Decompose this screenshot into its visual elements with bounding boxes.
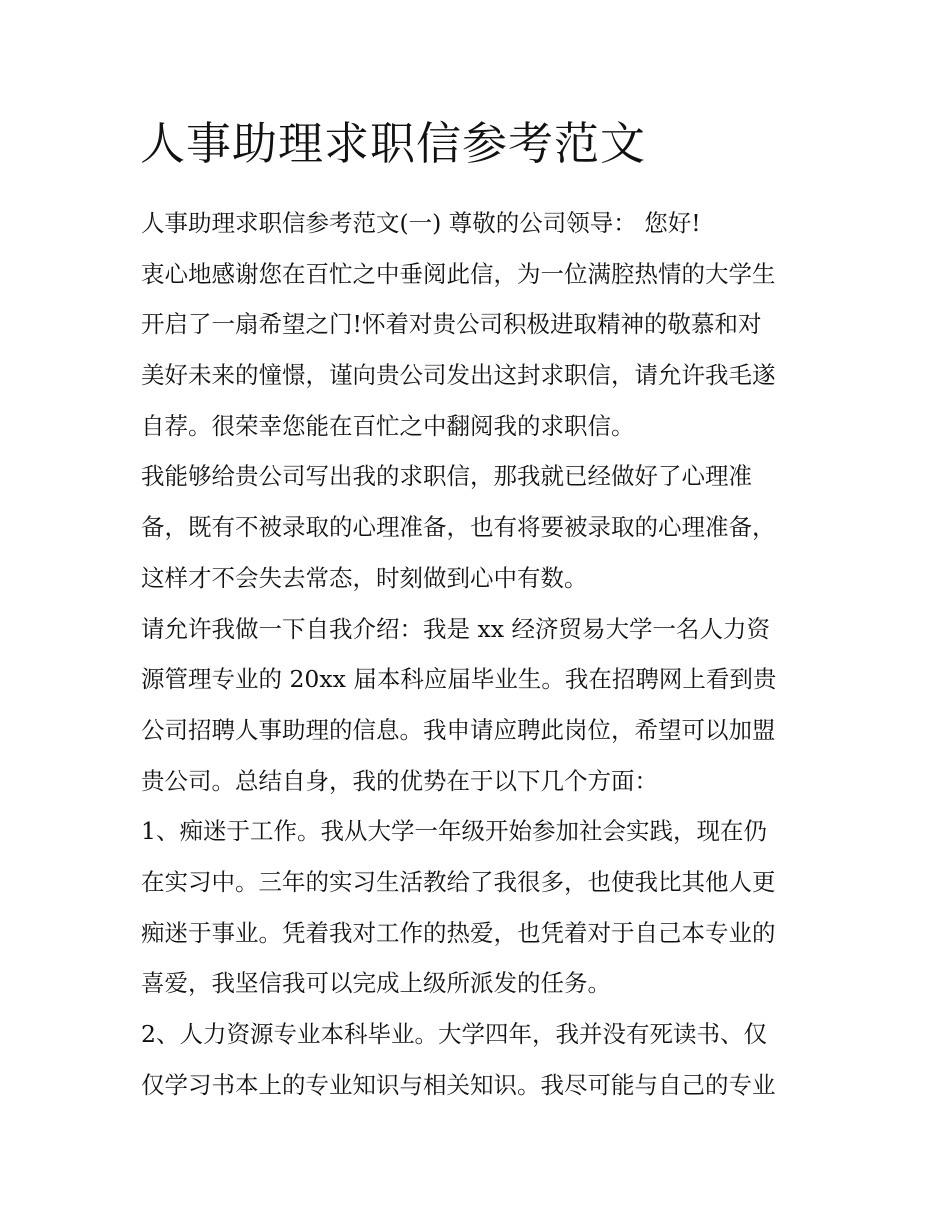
body-line: 贵公司。总结自身，我的优势在于以下几个方面： <box>141 766 658 795</box>
body-line: 1、痴迷于工作。我从大学一年级开始参加社会实践，现在仍 <box>141 817 767 846</box>
body-line: 请允许我做一下自我介绍：我是 xx 经济贸易大学一名人力资 <box>141 614 770 643</box>
body-line: 喜爱，我坚信我可以完成上级所派发的任务。 <box>141 969 611 998</box>
body-line: 备，既有不被录取的心理准备，也有将要被录取的心理准备， <box>141 513 776 542</box>
body-line: 我能够给贵公司写出我的求职信，那我就已经做好了心理准 <box>141 462 752 491</box>
body-line: 在实习中。三年的实习生活教给了我很多，也使我比其他人更 <box>141 867 776 896</box>
body-line: 自荐。很荣幸您能在百忙之中翻阅我的求职信。 <box>141 411 635 440</box>
body-line: 仅学习书本上的专业知识与相关知识。我尽可能与自己的专业 <box>141 1070 776 1099</box>
body-line: 痴迷于事业。凭着我对工作的热爱，也凭着对于自己本专业的 <box>141 918 776 947</box>
body-line: 公司招聘人事助理的信息。我申请应聘此岗位，希望可以加盟 <box>141 715 776 744</box>
body-line: 衷心地感谢您在百忙之中垂阅此信，为一位满腔热情的大学生 <box>141 259 776 288</box>
body-line: 人事助理求职信参考范文(一) 尊敬的公司领导： 您好! <box>141 209 701 237</box>
document-body <box>141 198 821 1110</box>
body-line: 这样才不会失去常态，时刻做到心中有数。 <box>141 563 588 592</box>
body-line: 美好未来的憧憬，谨向贵公司发出这封求职信，请允许我毛遂 <box>141 361 776 390</box>
body-line: 2、人力资源专业本科毕业。大学四年，我并没有死读书、仅 <box>141 1020 767 1048</box>
document-title: 人事助理求职信参考范文 <box>140 117 647 170</box>
body-line: 源管理专业的 20xx 届本科应届毕业生。我在招聘网上看到贵 <box>141 665 777 694</box>
body-line: 开启了一扇希望之门!怀着对贵公司积极进取精神的敬慕和对 <box>141 310 762 339</box>
